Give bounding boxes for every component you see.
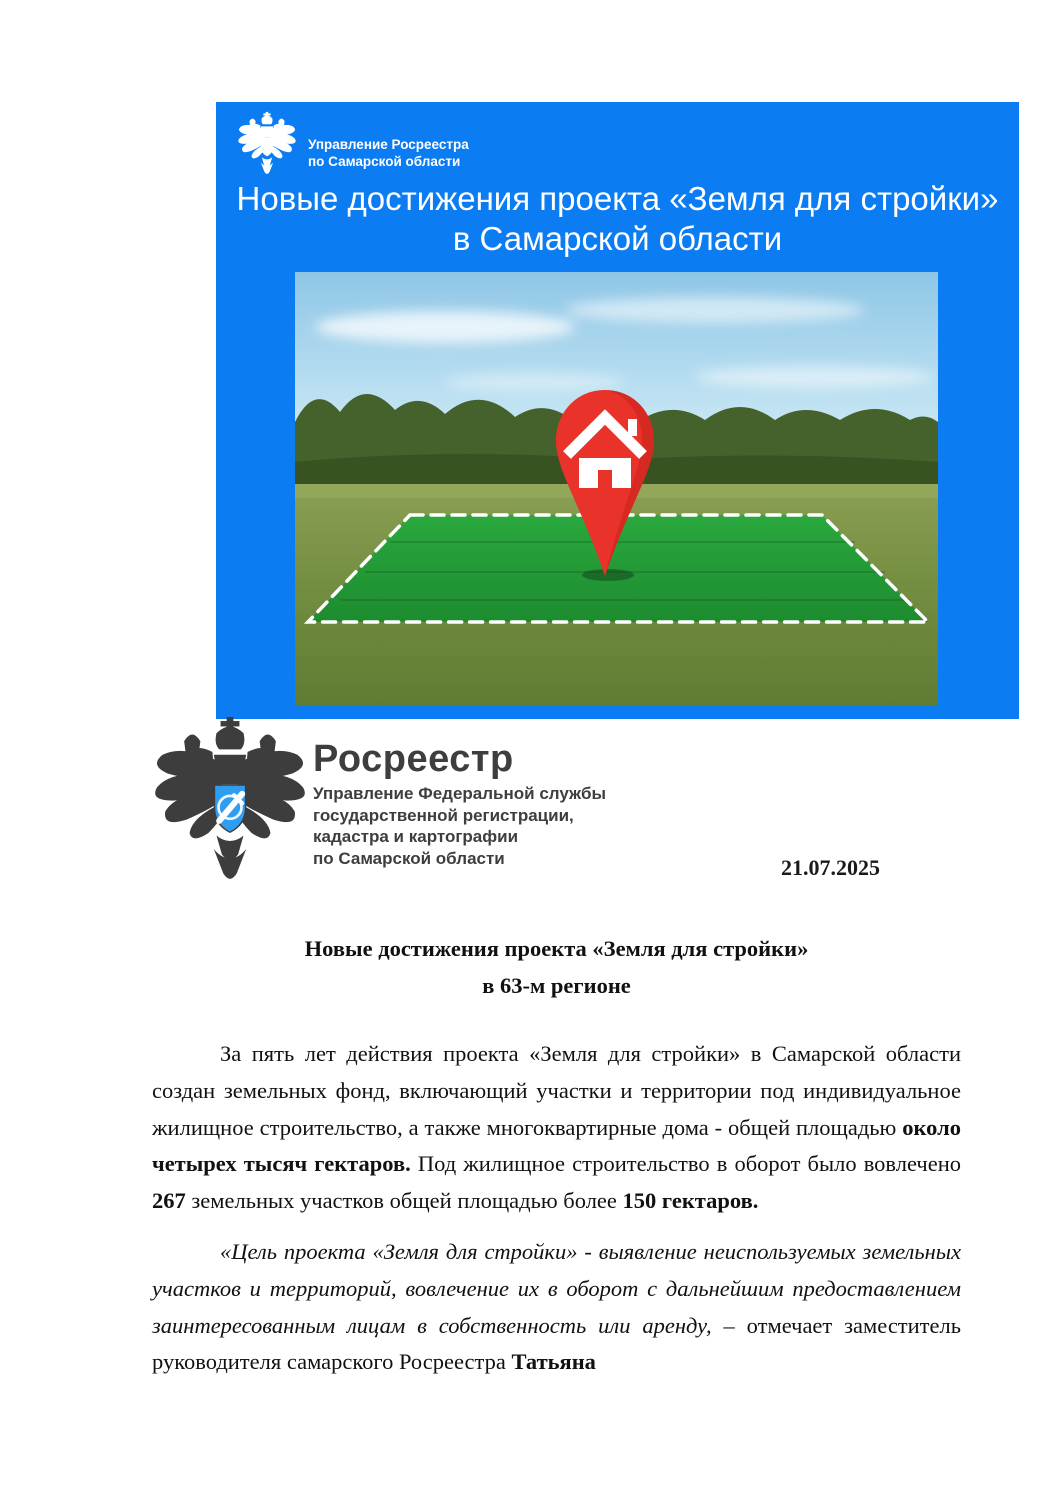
banner-org-line1: Управление Росреестра bbox=[308, 137, 469, 152]
p1-bold-total-area: около четырех тысяч гектаров. bbox=[152, 1114, 961, 1177]
letterhead bbox=[313, 737, 606, 869]
rosreestr-eagle-white-icon bbox=[236, 108, 298, 184]
letterhead-dept-line4: по Самарской области bbox=[313, 848, 505, 868]
letterhead-dept-line2: государственной регистрации, bbox=[313, 805, 574, 825]
letterhead-dept-line1: Управление Федеральной службы bbox=[313, 784, 607, 803]
banner-logo bbox=[236, 108, 469, 184]
p1-bold-hectares: 150 гектаров. bbox=[622, 1188, 759, 1214]
article-title-line1: Новые достижения проекта «Земля для стройки» bbox=[304, 936, 809, 961]
p2-attribution: отмечает заместитель руководителя самарского Росреестра bbox=[152, 1312, 961, 1375]
paragraph-1 bbox=[152, 1036, 961, 1220]
p1-text-2: Под жилищное строительство в оборот было вовлечено bbox=[410, 1151, 961, 1177]
banner-org-name bbox=[308, 136, 469, 170]
land-plot-photo bbox=[295, 272, 938, 706]
banner-title-line1: Новые достижения проекта «Земля для стройки» bbox=[236, 180, 999, 217]
p2-speaker-name: Татьяна bbox=[511, 1349, 596, 1375]
banner-org-line2: по Самарской области bbox=[308, 154, 461, 169]
article-title bbox=[152, 930, 961, 1004]
letterhead-dept-line3: кадастра и картографии bbox=[313, 827, 519, 846]
banner bbox=[216, 102, 1019, 719]
paragraph-2-quote bbox=[152, 1234, 961, 1381]
letterhead-brand: Росреестр bbox=[313, 738, 514, 780]
p1-text-3: земельных участков общей площадью более bbox=[185, 1188, 623, 1214]
p2-quote-italic: «Цель проекта «Земля для стройки» - выявление неиспользуемых земельных участков и территорий, вовлечение их в оборот с дальнейшим предоставлением заинтересованным лицам в собственность или аренду, – bbox=[152, 1238, 961, 1338]
p1-text: За пять лет действия проекта «Земля для стройки» в Самарской области создан земельных фонд, включающий участки и территории под индивидуальное жилищное строительство, а также многоквартирные дома - общей площадью bbox=[152, 1041, 961, 1140]
document-date: 21.07.2025 bbox=[781, 855, 880, 880]
banner-title-line2: в Самарской области bbox=[452, 220, 783, 257]
article-title-line2: в 63-м регионе bbox=[482, 973, 631, 998]
article-body bbox=[152, 930, 961, 1381]
p1-bold-parcel-count: 267 bbox=[152, 1188, 186, 1214]
banner-title bbox=[216, 179, 1019, 259]
